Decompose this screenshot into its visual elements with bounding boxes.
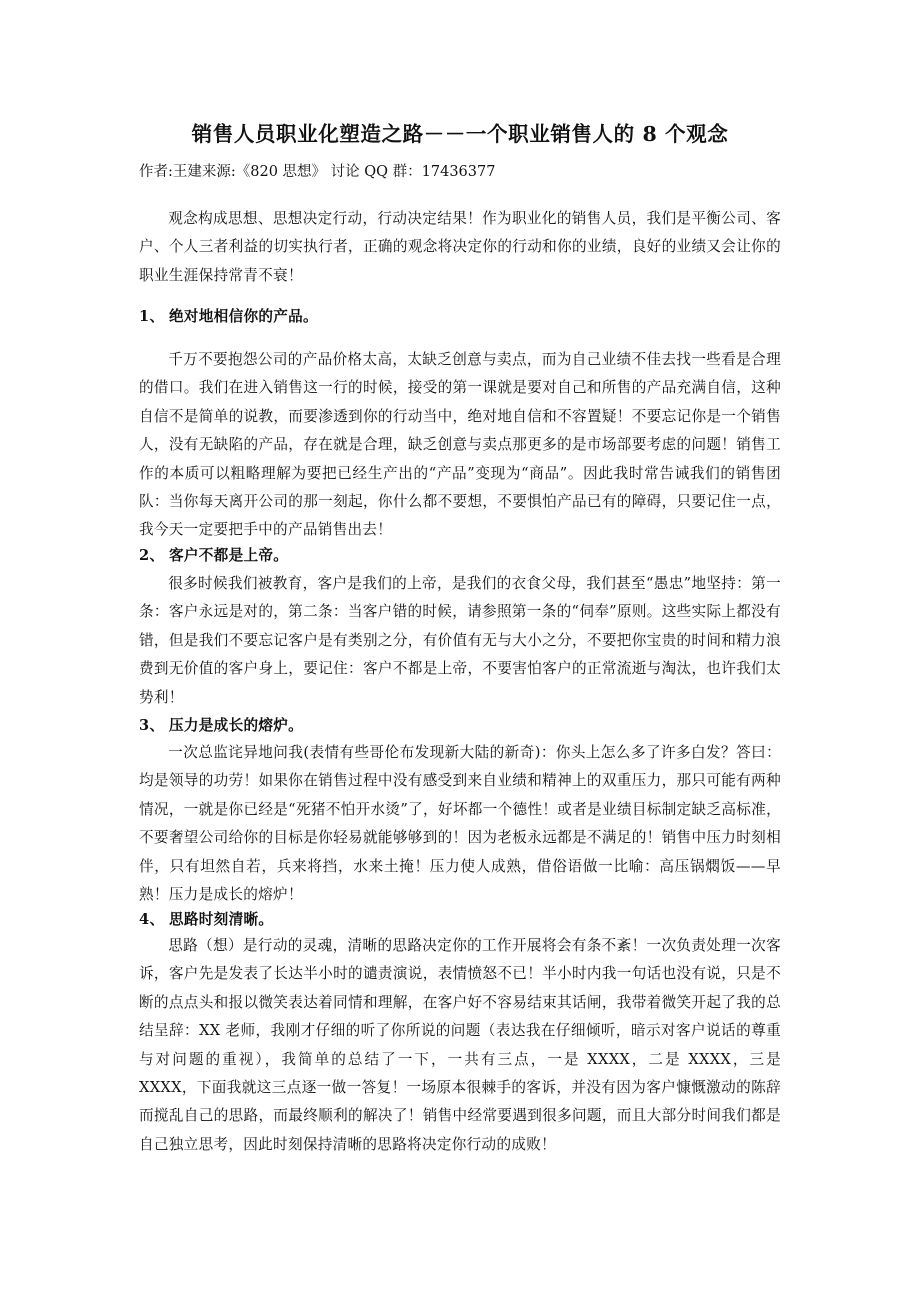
section-2-title: 客户不都是上帝。 [169,547,289,564]
section-3-title: 压力是成长的熔炉。 [169,717,304,734]
section-1-title: 绝对地相信你的产品。 [169,308,318,325]
section-1-heading [139,304,318,330]
intro-paragraph: 观念构成思想、思想决定行动，行动决定结果！作为职业化的销售人员，我们是平衡公司、客户、个人三者利益的切实执行者，正确的观念将决定你的行动和你的业绩，良好的业绩又会让你的职业生涯保持常青不衰！ [139,210,781,284]
section-3-body: 一次总监诧异地问我(表情有些哥伦布发现新大陆的新奇)：你头上怎么多了许多白发？答曰：均是领导的功劳！如果你在销售过程中没有感受到来自业绩和精神上的双重压力，那只可能有两种情况，一就是你已经是“死猪不怕开水烫”了，好坏都一个德性！或者是业绩目标制定缺乏高标准，不要奢望公司给你的目标是你轻易就能够够到的！因为老板永远都是不满足的！销售中压力时刻相伴，只有坦然自若，兵来将挡，水来土掩！压力使人成熟，借俗语做一比喻：高压锅燜饭——早熟！压力是成长的熔炉！ [139,744,781,904]
section-2-body: 很多时候我们被教育，客户是我们的上帝，是我们的衣食父母，我们甚至“愚忠”地坚持：第一条：客户永远是对的，第二条：当客户错的时候，请参照第一条的“伺奉”原则。这些实际上都没有错，但是我们不要忘记客户是有类别之分，有价值有无与大小之分，不要把你宝贵的时间和精力浪费到无价值的客户身上，要记住：客户不都是上帝，不要害怕客户的正常流逝与淘汰，也许我们太势利！ [139,575,781,706]
section-4-body: 思路（想）是行动的灵魂，清晰的思路决定你的工作开展将会有条不紊！一次负责处理一次客诉，客户先是发表了长达半小时的谴责演说，表情愤怒不已！半小时内我一句话也没有说，只是不断的点点头和报以微笑表达着同情和理解，在客户好不容易结束其话闸，我带着微笑开起了我的总结呈辞：XX 老师，我刚才仔细的听了你所说的问题（表达我在仔细倾听，暗示对客户说话的尊重与对问题的重视），我简单的总结了一下，一共有三点，一是 XXXX，二是 XXXX，三是 XXXX，下面我就这三点逐一做一答复！一场原本很棘手的客诉，并没有因为客户慷慨激动的陈辞而搅乱自己的思路，而最终顺利的解决了！销售中经常要遇到很多问题，而且大部分时间我们都是自己独立思考，因此时刻保持清晰的思路将决定你行动的成败！ [139,937,781,1153]
document-title: 销售人员职业化塑造之路－－一个职业销售人的 8 个观念 [191,122,729,146]
section-2-number: 2、 [139,547,165,564]
section-4-heading [139,907,273,933]
section-3-heading [139,713,303,739]
section-1-number: 1、 [139,308,165,325]
section-2-heading [139,543,288,569]
section-1-body: 千万不要抱怨公司的产品价格太高，太缺乏创意与卖点，而为自己业绩不佳去找一些看是合理的借口。我们在进入销售这一行的时候，接受的第一课就是要对自己和所售的产品充满自信，这种自信不是简单的说教，而要渗透到你的行动当中，绝对地自信和不容置疑！不要忘记你是一个销售人，没有无缺陷的产品，存在就是合理，缺乏创意与卖点那更多的是市场部要考虑的问题！销售工作的本质可以粗略理解为要把已经生产出的“产品”变现为“商品”。因此我时常告诫我们的销售团队：当你每天离开公司的那一刻起，你什么都不要想，不要惧怕产品已有的障碍，只要记住一点，我今天一定要把手中的产品销售出去！ [139,351,781,539]
section-4-title: 思路时刻清晰。 [169,911,274,928]
author-line: 作者:王建来源:《820 思想》 讨论 QQ 群：17436377 [139,164,496,180]
section-3-number: 3、 [139,717,165,734]
section-4-number: 4、 [139,911,165,928]
